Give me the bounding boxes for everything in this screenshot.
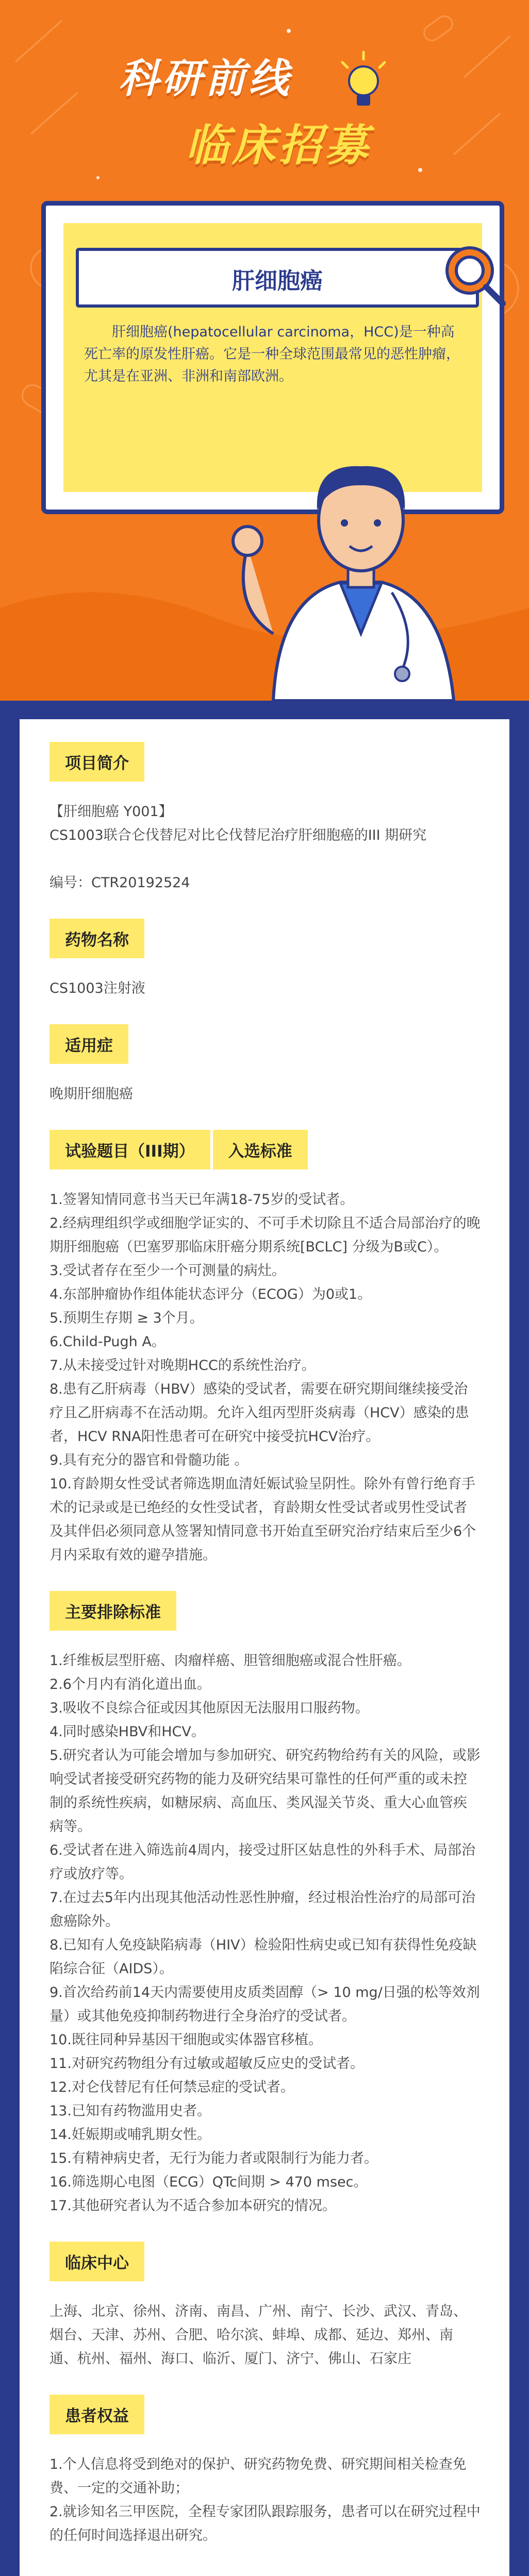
exclusion-item: 2.6个月内有消化道出血。 bbox=[49, 1676, 211, 1692]
exclusion-item: 17.其他研究者认为不适合参加本研究的情况。 bbox=[49, 2198, 336, 2214]
section-label-benefits: 患者权益 bbox=[49, 2395, 144, 2434]
inclusion-item: 9.具有充分的器官和骨髓功能 。 bbox=[49, 1452, 249, 1468]
exclusion-item: 13.已知有药物滥用史者。 bbox=[49, 2103, 211, 2119]
exclusion-item: 3.吸收不良综合征或因其他原因无法服用口服药物。 bbox=[49, 1700, 369, 1716]
main-content-background bbox=[0, 701, 529, 2576]
exclusion-item: 12.对仑伐替尼有任何禁忌症的受试者。 bbox=[49, 2079, 294, 2095]
inclusion-item: 10.育龄期女性受试者筛选期血清妊娠试验呈阴性。除外有曾行绝育手术的记录或是已绝经的女性受试者，育龄期女性受试者或男性受试者及其伴侣必须同意从签署知情同意书开始直至研究治疗结束后至少6个月内采取有效的避孕措施。 bbox=[49, 1476, 476, 1563]
clinical-centers-list: 上海、北京、徐州、济南、南昌、广州、南宁、长沙、武汉、青岛、烟台、天津、苏州、合肥、哈尔滨、蚌埠、成都、延边、郑州、南通、杭州、福州、海口、临沂、厦门、济宁、佛山、石家庄 bbox=[49, 2303, 467, 2367]
inclusion-item: 2.经病理组织学或细胞学证实的、不可手术切除且不适合局部治疗的晚期肝细胞癌（巴塞罗那临床肝癌分期系统[BCLC] 分级为B或C）。 bbox=[49, 1215, 481, 1255]
disease-title: 肝细胞癌 bbox=[232, 268, 323, 294]
benefit-item: 1.个人信息将受到绝对的保护、研究药物免费、研究期间相关检查免费、一定的交通补助； bbox=[49, 2456, 467, 2496]
exclusion-item: 5.研究者认为可能会增加与参加研究、研究药物给药有关的风险，或影响受试者接受研究药物的能力及研究结果可靠性的任何严重的或未控制的系统性疾病，如糖尿病、高血压、类风湿关节炎、重大心血管疾病等。 bbox=[49, 1748, 481, 1835]
content-card bbox=[20, 719, 509, 2576]
doctor-illustration bbox=[211, 392, 500, 701]
inclusion-item: 5.预期生存期 ≥ 3个月。 bbox=[49, 1310, 204, 1326]
inclusion-item: 8.患有乙肝病毒（HBV）感染的受试者，需要在研究期间继续接受治疗且乙肝病毒不在活动期。允许入组丙型肝炎病毒（HCV）感染的患者，HCV RNA阳性患者可在研究中接受抗HCV治疗。 bbox=[49, 1381, 469, 1445]
exclusion-item: 7.在过去5年内出现其他活动性恶性肿瘤，经过根治性治疗的局部可治愈癌除外。 bbox=[49, 1890, 475, 1929]
exclusion-item: 1.纤维板层型肝癌、肉瘤样癌、胆管细胞癌或混合性肝癌。 bbox=[49, 1653, 411, 1669]
content-column bbox=[49, 742, 481, 2548]
exclusion-item: 9.首次给药前14天内需要使用皮质类固醇（> 10 mg/日强的松等效剂量）或其他免疫抑制药物进行全身治疗的受试者。 bbox=[49, 1985, 480, 2024]
section-label-drug: 药物名称 bbox=[49, 919, 144, 958]
exclusion-item: 6.受试者在进入筛选前4周内，接受过肝区姑息性的外科手术、局部治疗或放疗等。 bbox=[49, 1842, 475, 1882]
intro-code: 【肝细胞癌 Y001】 bbox=[49, 804, 173, 820]
inclusion-item: 4.东部肿瘤协作组体能状态评分（ECOG）为0或1。 bbox=[49, 1286, 372, 1302]
exclusion-item: 16.筛选期心电图（ECG）QTc间期 > 470 msec。 bbox=[49, 2174, 368, 2190]
exclusion-item: 4.同时感染HBV和HCV。 bbox=[49, 1724, 205, 1740]
section-label-inclusion: 入选标准 bbox=[213, 1130, 308, 1170]
hero-banner bbox=[0, 0, 529, 701]
intro-title: CS1003联合仑伐替尼对比仑伐替尼治疗肝细胞癌的III 期研究 bbox=[49, 827, 427, 843]
exclusion-item: 8.已知有人免疫缺陷病毒（HIV）检验阳性病史或已知有获得性免疫缺陷综合征（AIDS）。 bbox=[49, 1937, 477, 1977]
section-label-intro: 项目简介 bbox=[49, 742, 144, 782]
inclusion-item: 7.从未接受过针对晚期HCC的系统性治疗。 bbox=[49, 1358, 316, 1374]
hero-title-line-2: 临床招募 bbox=[186, 120, 372, 171]
hero-title-line-1: 科研前线 bbox=[119, 56, 292, 102]
section-label-trial-title: 试验题目（III期） bbox=[49, 1130, 210, 1170]
benefit-item: 2.就诊知名三甲医院，全程专家团队跟踪服务，患者可以在研究过程中的任何时间选择退出研究。 bbox=[49, 2504, 481, 2544]
exclusion-item: 10.既往同种异基因干细胞或实体器官移植。 bbox=[49, 2032, 322, 2048]
section-label-centers: 临床中心 bbox=[49, 2242, 144, 2281]
section-label-indication: 适用症 bbox=[49, 1024, 128, 1064]
inclusion-item: 6.Child-Pugh A。 bbox=[49, 1334, 166, 1350]
drug-name: CS1003注射液 bbox=[49, 980, 145, 996]
magnifier-icon bbox=[440, 241, 507, 308]
inclusion-item: 3.受试者存在至少一个可测量的病灶。 bbox=[49, 1263, 286, 1279]
intro-registration-id: 编号：CTR20192524 bbox=[49, 875, 190, 891]
indication-value: 晚期肝细胞癌 bbox=[49, 1086, 133, 1102]
disease-description: 肝细胞癌(hepatocellular carcinoma，HCC)是一种高死亡率的原发性肝癌。它是一种全球范围最常见的恶性肿瘤，尤其是在亚洲、非洲和南部欧洲。 bbox=[84, 324, 460, 384]
inclusion-item: 1.签署知情同意书当天已年满18-75岁的受试者。 bbox=[49, 1192, 354, 1208]
disease-title-box bbox=[76, 248, 479, 308]
lightbulb-icon bbox=[335, 49, 392, 116]
exclusion-item: 14.妊娠期或哺乳期女性。 bbox=[49, 2127, 211, 2143]
exclusion-item: 15.有精神病史者，无行为能力者或限制行为能力者。 bbox=[49, 2150, 378, 2166]
section-label-exclusion: 主要排除标准 bbox=[49, 1591, 176, 1631]
exclusion-item: 11.对研究药物组分有过敏或超敏反应史的受试者。 bbox=[49, 2056, 364, 2072]
